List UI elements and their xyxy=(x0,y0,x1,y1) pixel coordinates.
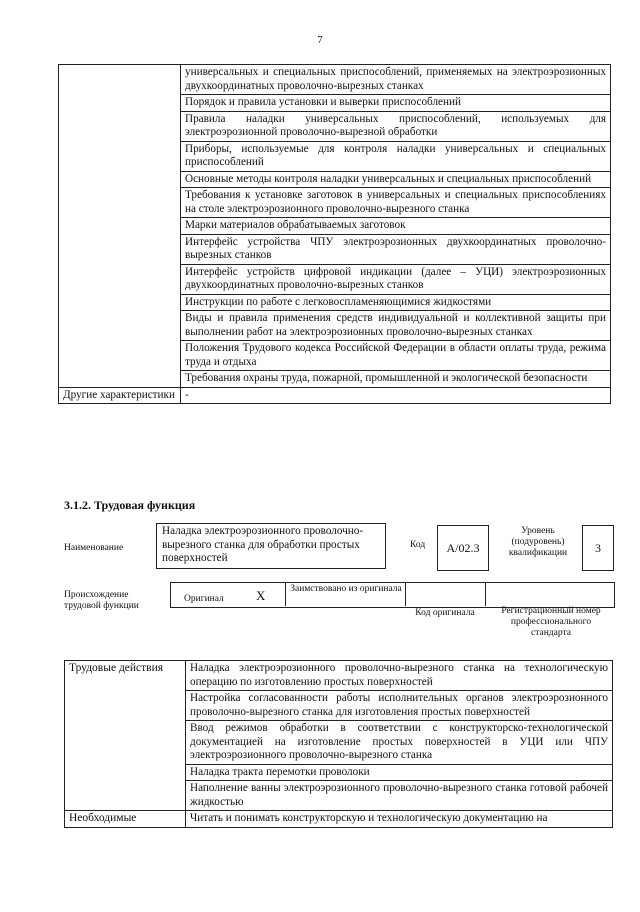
table-row xyxy=(59,65,611,95)
function-name: Наладка электроэрозионного проволочно-вырезного станка для обработки простых поверхностей xyxy=(162,525,364,564)
table-cell: Наполнение ванны электроэрозионного проволочно-вырезного станка готовой рабочей жидкостью xyxy=(186,781,613,811)
original-label: Оригинал xyxy=(184,594,224,604)
name-label: Наименование xyxy=(64,543,124,553)
table-cell: Правила наладки универсальных приспособлений, используемых для электроэрозионной проволочно-вырезной обработки xyxy=(181,111,611,141)
skills-label: Необходимые xyxy=(65,811,186,828)
origin-divider xyxy=(485,582,486,606)
table-cell: Марки материалов обрабатываемых заготовок xyxy=(181,218,611,235)
table-cell: Требования к установке заготовок в универсальных и специальных приспособлениях на столе электроэрозионного проволочно-вырезного станка xyxy=(181,188,611,218)
table-cell: универсальных и специальных приспособлений, применяемых на электроэрозионных двухкоординатных проволочно-вырезных станках xyxy=(181,65,611,95)
table-cell: Читать и понимать конструкторскую и технологическую документацию на xyxy=(186,811,613,828)
function-name-box xyxy=(156,523,386,569)
table-cell: Наладка электроэрозионного проволочно-вырезного станка на технологическую операцию по изготовлению простых поверхностей xyxy=(186,661,613,691)
code-original-caption: Код оригинала xyxy=(415,608,475,618)
table-cell: Виды и правила применения средств индивидуальной и коллективной защиты при выполнении работ на электроэрозионных проволочно-вырезных станках xyxy=(181,311,611,341)
knowledge-table xyxy=(58,64,611,404)
table-cell: Интерфейс устройств цифровой индикации (далее – УЦИ) электроэрозионных двухкоординатных проволочно-вырезных станков xyxy=(181,264,611,294)
table-cell: Наладка тракта перемотки проволоки xyxy=(186,764,613,781)
table-cell: Порядок и правила установки и выверки приспособлений xyxy=(181,95,611,112)
table-cell: Интерфейс устройства ЧПУ электроэрозионных двухкоординатных проволочно-вырезных станков xyxy=(181,234,611,264)
code-label: Код xyxy=(410,540,426,550)
labor-actions-table xyxy=(64,660,613,828)
origin-label: Происхождение трудовой функции xyxy=(64,590,139,611)
borrowed-label: Заимствовано из оригинала xyxy=(290,584,402,594)
table-cell: Приборы, используемые для контроля наладки универсальных и специальных приспособлений xyxy=(181,141,611,171)
function-code-box xyxy=(437,525,489,571)
reg-number-caption: Регистрационный номер профессионального стандарта xyxy=(501,606,601,638)
level-box xyxy=(582,525,614,571)
origin-divider xyxy=(285,582,286,606)
table-cell: Требования охраны труда, пожарной, промышленной и экологической безопасности xyxy=(181,371,611,388)
table-cell: Инструкции по работе с легковоспламеняющимися жидкостями xyxy=(181,294,611,311)
level-value: 3 xyxy=(595,540,601,555)
labor-actions-label: Трудовые действия xyxy=(65,661,186,811)
page-number: 7 xyxy=(317,34,323,46)
other-characteristics-value: - xyxy=(181,387,611,404)
origin-divider xyxy=(405,582,406,606)
table-cell: Настройка согласованности работы исполнительных органов электроэрозионного проволочно-вырезного станка для изготовления простых поверхностей xyxy=(186,691,613,721)
table-cell: Основные методы контроля наладки универсальных и специальных приспособлений xyxy=(181,171,611,188)
table-cell: Ввод режимов обработки в соответствии с конструкторско-технологической документацией на изготовление простых поверхностей в УЦИ или ЧПУ электроэрозионного проволочно-вырезного станка xyxy=(186,721,613,765)
other-characteristics-label: Другие характеристики xyxy=(59,387,181,404)
table-cell: Положения Трудового кодекса Российской Федерации в области оплаты труда, режима труда и отдыха xyxy=(181,341,611,371)
function-code: А/02.3 xyxy=(446,540,480,555)
level-label: Уровень (подуровень) квалификации xyxy=(508,526,568,558)
table-row xyxy=(65,811,613,828)
section-title: 3.1.2. Трудовая функция xyxy=(64,498,196,512)
original-mark: X xyxy=(256,588,266,603)
table-row xyxy=(65,661,613,691)
table-row xyxy=(59,387,611,404)
table-label-cell xyxy=(59,65,181,388)
